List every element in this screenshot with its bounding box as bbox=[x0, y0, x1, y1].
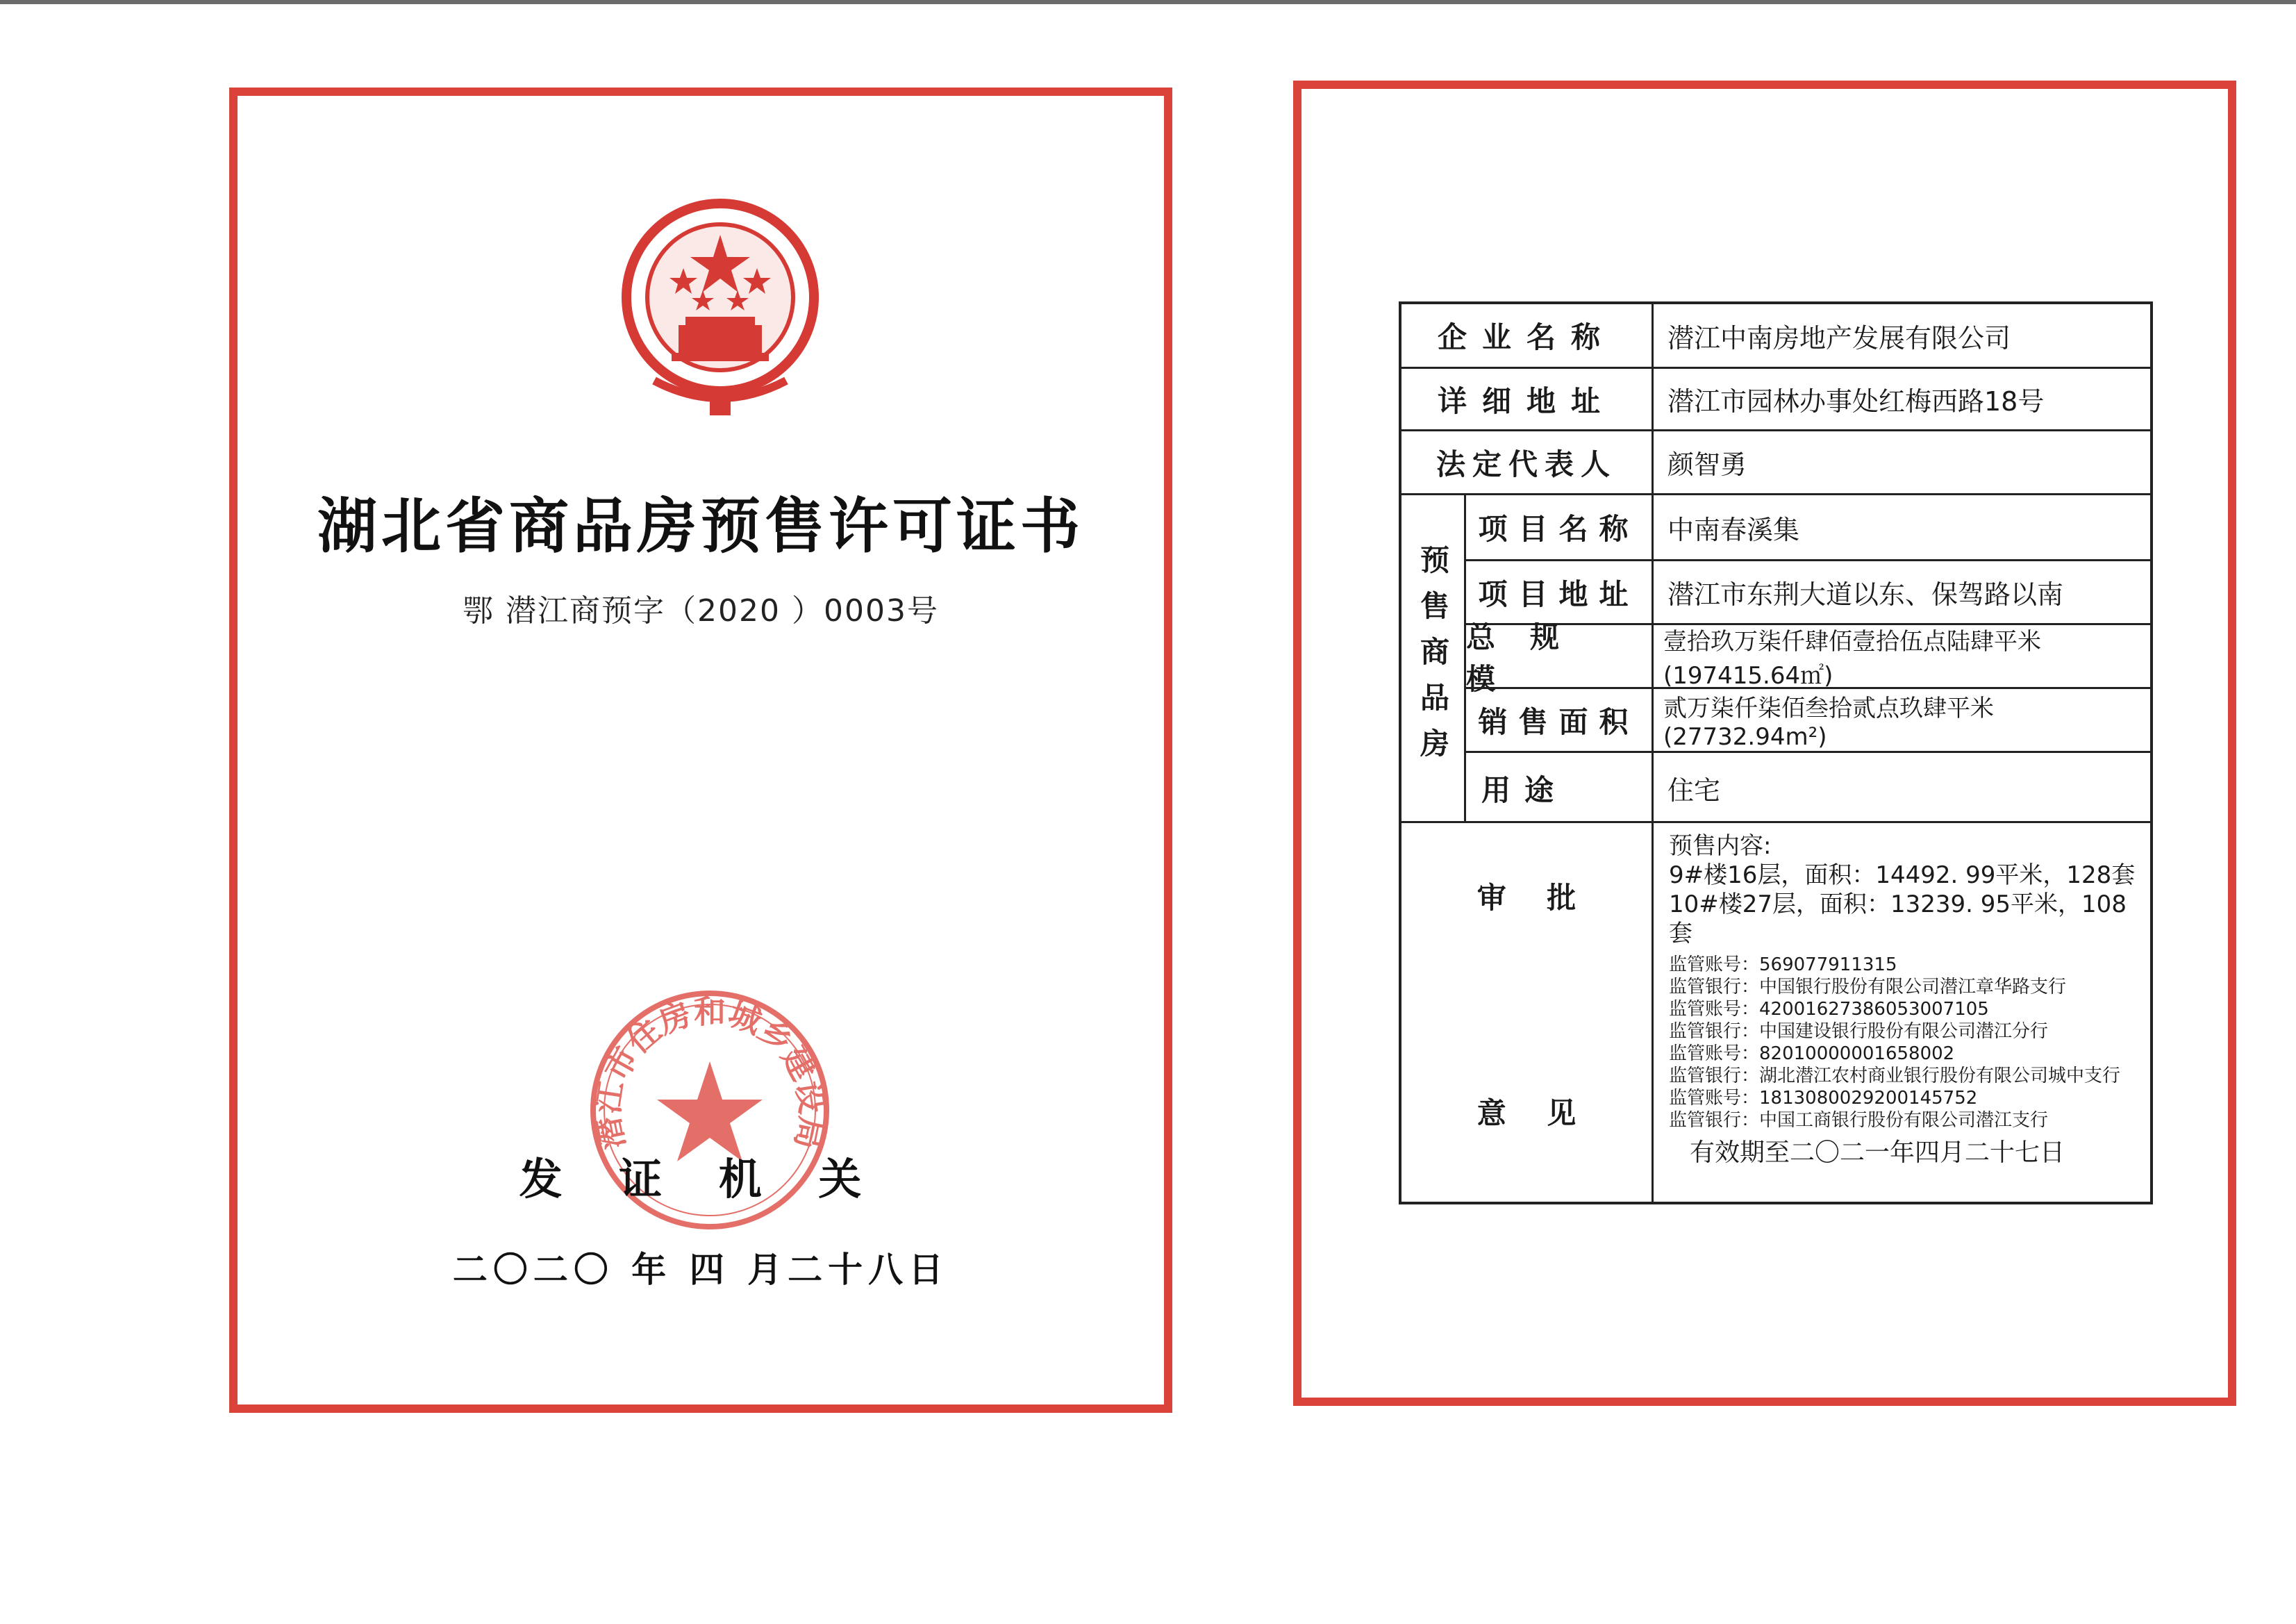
supervision-line: 监管账号：1813080029200145752 bbox=[1669, 1088, 1978, 1109]
row-value: 潜江中南房地产发展有限公司 bbox=[1652, 304, 2150, 367]
row-label: 企业名称 bbox=[1437, 320, 1615, 354]
row-value: 贰万柒仟柒佰叁拾贰点玖肆平米(27732.94m²) bbox=[1654, 687, 2150, 751]
group-label-text: 预售商品房 bbox=[1416, 545, 1450, 774]
approval-heading: 预售内容: bbox=[1669, 832, 1772, 860]
supervision-line: 监管银行：中国银行股份有限公司潜江章华路支行 bbox=[1669, 977, 2067, 997]
row-value: 住宅 bbox=[1654, 751, 2150, 823]
approval-label-bottom: 意 见 bbox=[1476, 1096, 1577, 1130]
table-row bbox=[1401, 429, 2150, 493]
validity-date: 有效期至二〇二一年四月二十七日 bbox=[1690, 1138, 2065, 1167]
row-value: 壹拾玖万柒仟肆佰壹拾伍点陆肆平米(197415.64㎡) bbox=[1654, 623, 2150, 687]
row-label: 总规模 bbox=[1466, 623, 1652, 687]
national-emblem-icon bbox=[606, 193, 835, 422]
license-info-table bbox=[1399, 301, 2153, 1204]
certificate-cover-panel bbox=[229, 88, 1172, 1413]
presale-group-section bbox=[1401, 493, 2150, 821]
table-row bbox=[1401, 304, 2150, 367]
seal-text: 潜江市住房和城乡建设局 bbox=[588, 993, 831, 1153]
row-value: 潜江市园林办事处红梅西路18号 bbox=[1652, 369, 2150, 429]
approval-label-top: 审 批 bbox=[1476, 881, 1577, 915]
row-label: 详细地址 bbox=[1437, 383, 1615, 418]
approval-line: 9#楼16层，面积：14492. 99平米，128套 bbox=[1669, 861, 2136, 889]
supervision-line: 监管账号：569077911315 bbox=[1669, 954, 1897, 975]
table-row bbox=[1401, 367, 2150, 429]
certificate-detail-panel bbox=[1293, 81, 2236, 1406]
row-value: 中南春溪集 bbox=[1667, 514, 1800, 545]
row-value: 颜智勇 bbox=[1652, 431, 2150, 493]
supervision-line: 监管银行：中国工商银行股份有限公司潜江支行 bbox=[1669, 1110, 2049, 1131]
certificate-number: 鄂 潜江商预字（2020 ）0003号 bbox=[463, 593, 939, 629]
group-side-label bbox=[1401, 495, 1464, 823]
supervision-line: 监管账号：42001627386053007105 bbox=[1669, 999, 1989, 1020]
supervision-line: 监管银行：湖北潜江农村商业银行股份有限公司城中支行 bbox=[1669, 1066, 2121, 1086]
row-label: 销售面积 bbox=[1466, 687, 1652, 751]
row-label: 用途 bbox=[1466, 751, 1652, 823]
row-label: 法定代表人 bbox=[1436, 447, 1617, 481]
approval-line: 10#楼27层，面积：13239. 95平米，108套 bbox=[1669, 890, 2127, 947]
row-value: 潜江市东荆大道以东、保驾路以南 bbox=[1654, 559, 2150, 623]
supervision-line: 监管银行：中国建设银行股份有限公司潜江分行 bbox=[1669, 1021, 2049, 1042]
certificate-title: 湖北省商品房预售许可证书 bbox=[317, 492, 1084, 561]
issue-date: 二〇二〇 年 四 月二十八日 bbox=[452, 1250, 949, 1290]
supervision-line: 监管账号：82010000001658002 bbox=[1669, 1043, 1955, 1064]
row-label: 项目地址 bbox=[1466, 559, 1652, 623]
approval-content bbox=[1669, 831, 2141, 1168]
issuing-authority-label: 发 证 机 关 bbox=[519, 1154, 883, 1204]
row-label: 项目名称 bbox=[1478, 512, 1640, 546]
top-edge-line bbox=[0, 0, 2296, 4]
approval-section bbox=[1401, 821, 2150, 1202]
